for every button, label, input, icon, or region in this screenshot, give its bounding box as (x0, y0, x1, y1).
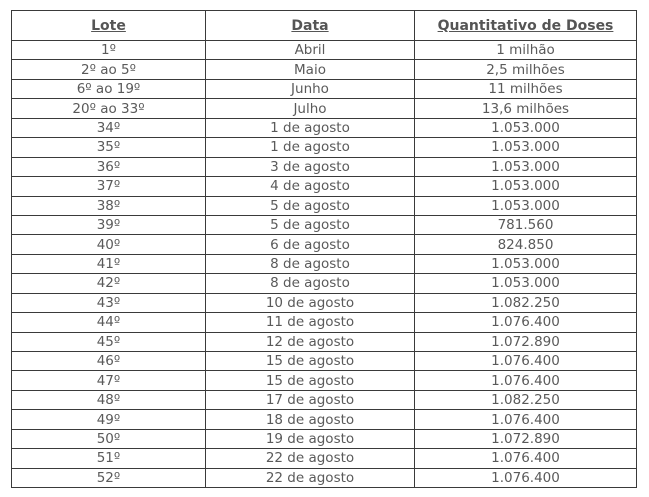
table-row (12, 157, 637, 176)
cell-quantitativo: 781.560 (415, 215, 637, 234)
cell-lote: 48º (12, 390, 206, 409)
cell-quantitativo: 1.053.000 (415, 274, 637, 293)
table-row (12, 60, 637, 79)
cell-quantitativo: 1.076.400 (415, 410, 637, 429)
cell-data: 15 de agosto (206, 371, 415, 390)
cell-data: 3 de agosto (206, 157, 415, 176)
table-row (12, 313, 637, 332)
cell-data: Abril (206, 41, 415, 60)
cell-data: 8 de agosto (206, 254, 415, 273)
cell-data: Junho (206, 79, 415, 98)
table-header-row (12, 11, 637, 41)
cell-data: 22 de agosto (206, 449, 415, 468)
table-row (12, 410, 637, 429)
cell-data: 1 de agosto (206, 138, 415, 157)
cell-quantitativo: 824.850 (415, 235, 637, 254)
cell-quantitativo: 1.082.250 (415, 293, 637, 312)
table-row (12, 196, 637, 215)
cell-quantitativo: 2,5 milhões (415, 60, 637, 79)
cell-data: 18 de agosto (206, 410, 415, 429)
table-row (12, 468, 637, 487)
cell-quantitativo: 1.053.000 (415, 157, 637, 176)
cell-quantitativo: 13,6 milhões (415, 99, 637, 118)
table-row (12, 449, 637, 468)
table-row (12, 41, 637, 60)
table-row (12, 177, 637, 196)
cell-lote: 35º (12, 138, 206, 157)
table-row (12, 293, 637, 312)
cell-lote: 44º (12, 313, 206, 332)
table-row (12, 429, 637, 448)
doses-table (11, 10, 637, 488)
cell-data: 10 de agosto (206, 293, 415, 312)
cell-data: 12 de agosto (206, 332, 415, 351)
cell-quantitativo: 1.072.890 (415, 332, 637, 351)
table-row (12, 254, 637, 273)
cell-lote: 38º (12, 196, 206, 215)
cell-quantitativo: 1.053.000 (415, 196, 637, 215)
cell-lote: 52º (12, 468, 206, 487)
table-row (12, 138, 637, 157)
cell-data: 8 de agosto (206, 274, 415, 293)
cell-lote: 51º (12, 449, 206, 468)
cell-lote: 34º (12, 118, 206, 137)
cell-lote: 2º ao 5º (12, 60, 206, 79)
cell-data: 4 de agosto (206, 177, 415, 196)
table-row (12, 118, 637, 137)
cell-quantitativo: 1.076.400 (415, 468, 637, 487)
table-row (12, 274, 637, 293)
cell-data: 15 de agosto (206, 352, 415, 371)
cell-data: 19 de agosto (206, 429, 415, 448)
cell-quantitativo: 1.053.000 (415, 177, 637, 196)
table-body (12, 41, 637, 488)
cell-lote: 36º (12, 157, 206, 176)
table-row (12, 371, 637, 390)
table-row (12, 99, 637, 118)
cell-lote: 45º (12, 332, 206, 351)
cell-quantitativo: 1.053.000 (415, 138, 637, 157)
table-row (12, 235, 637, 254)
cell-lote: 46º (12, 352, 206, 371)
cell-lote: 50º (12, 429, 206, 448)
header-lote: Lote (12, 11, 206, 41)
cell-data: 6 de agosto (206, 235, 415, 254)
cell-data: Julho (206, 99, 415, 118)
cell-data: 5 de agosto (206, 215, 415, 234)
cell-data: 1 de agosto (206, 118, 415, 137)
header-quantitativo-de-doses: Quantitativo de Doses (415, 11, 637, 41)
table-row (12, 390, 637, 409)
cell-quantitativo: 1.053.000 (415, 254, 637, 273)
table-row (12, 352, 637, 371)
cell-lote: 20º ao 33º (12, 99, 206, 118)
cell-quantitativo: 1 milhão (415, 41, 637, 60)
table-row (12, 332, 637, 351)
cell-lote: 49º (12, 410, 206, 429)
table-row (12, 79, 637, 98)
cell-data: 17 de agosto (206, 390, 415, 409)
cell-lote: 41º (12, 254, 206, 273)
cell-quantitativo: 1.076.400 (415, 449, 637, 468)
cell-data: 5 de agosto (206, 196, 415, 215)
cell-lote: 39º (12, 215, 206, 234)
cell-quantitativo: 1.082.250 (415, 390, 637, 409)
cell-lote: 37º (12, 177, 206, 196)
table-row (12, 215, 637, 234)
cell-quantitativo: 1.053.000 (415, 118, 637, 137)
cell-lote: 6º ao 19º (12, 79, 206, 98)
cell-lote: 42º (12, 274, 206, 293)
cell-lote: 43º (12, 293, 206, 312)
cell-quantitativo: 1.076.400 (415, 371, 637, 390)
cell-quantitativo: 1.076.400 (415, 352, 637, 371)
cell-data: 22 de agosto (206, 468, 415, 487)
cell-quantitativo: 11 milhões (415, 79, 637, 98)
cell-quantitativo: 1.076.400 (415, 313, 637, 332)
cell-quantitativo: 1.072.890 (415, 429, 637, 448)
header-data: Data (206, 11, 415, 41)
cell-data: Maio (206, 60, 415, 79)
cell-lote: 40º (12, 235, 206, 254)
cell-data: 11 de agosto (206, 313, 415, 332)
cell-lote: 1º (12, 41, 206, 60)
cell-lote: 47º (12, 371, 206, 390)
